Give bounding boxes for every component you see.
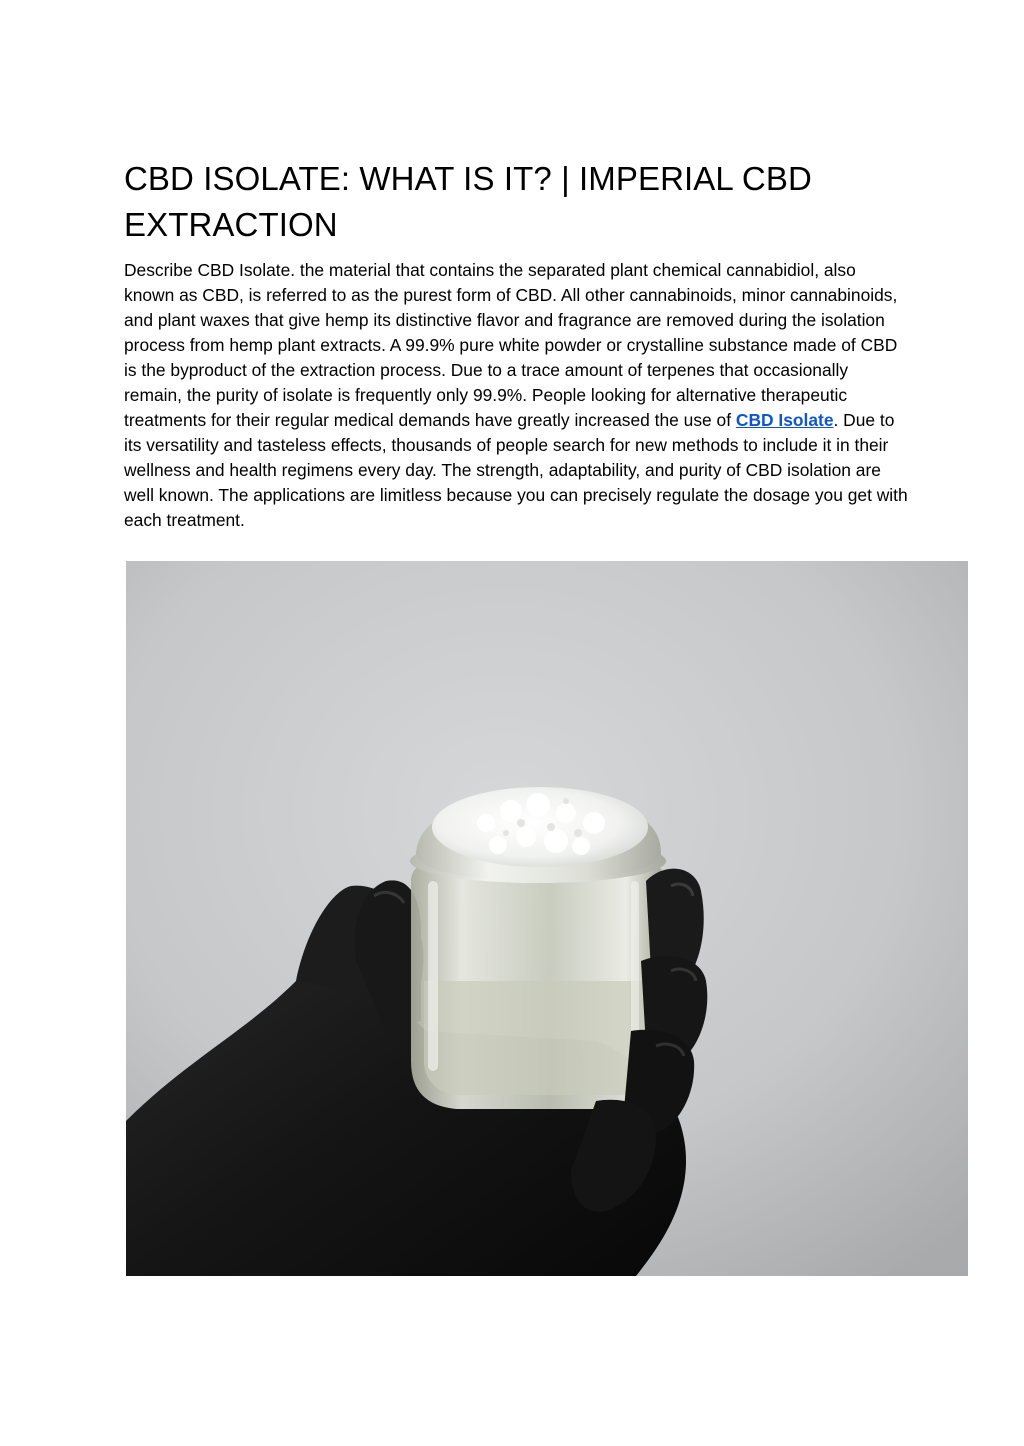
paragraph-text-before-link: Describe CBD Isolate. the material that contains the separated plant chemical cannabidiol, also known as CBD, is referred to as the purest form of CBD. All other cannabinoids, minor cannabinoids, and plant waxes that give hemp its distinctive flavor and fragrance are removed during the isolation process from hemp plant extracts. A 99.9% pure white powder or crystalline substance made of CBD is the byproduct of the extraction process. Due to a trace amount of terpenes that occasionally remain, the purity of isolate is frequently only 99.9%. People looking for alternative therapeutic treatments for their regular medical demands have greatly increased the use of <box>124 260 898 430</box>
paragraph-text-after-link: . Due to its versatility and tasteless effects, thousands of people search for new methods to include it in their wellness and health regimens every day. The strength, adaptability, and purity of CBD isolation are well known. The applications are limitless because you can precisely regulate the dosage you get with each treatment. <box>124 410 908 530</box>
cbd-isolate-link[interactable]: CBD Isolate <box>735 410 834 430</box>
page-title: CBD ISOLATE: WHAT IS IT? | IMPERIAL CBD EXTRACTION <box>124 160 812 243</box>
cbd-isolate-jar-photo <box>126 561 968 1276</box>
body-paragraph <box>124 258 908 533</box>
